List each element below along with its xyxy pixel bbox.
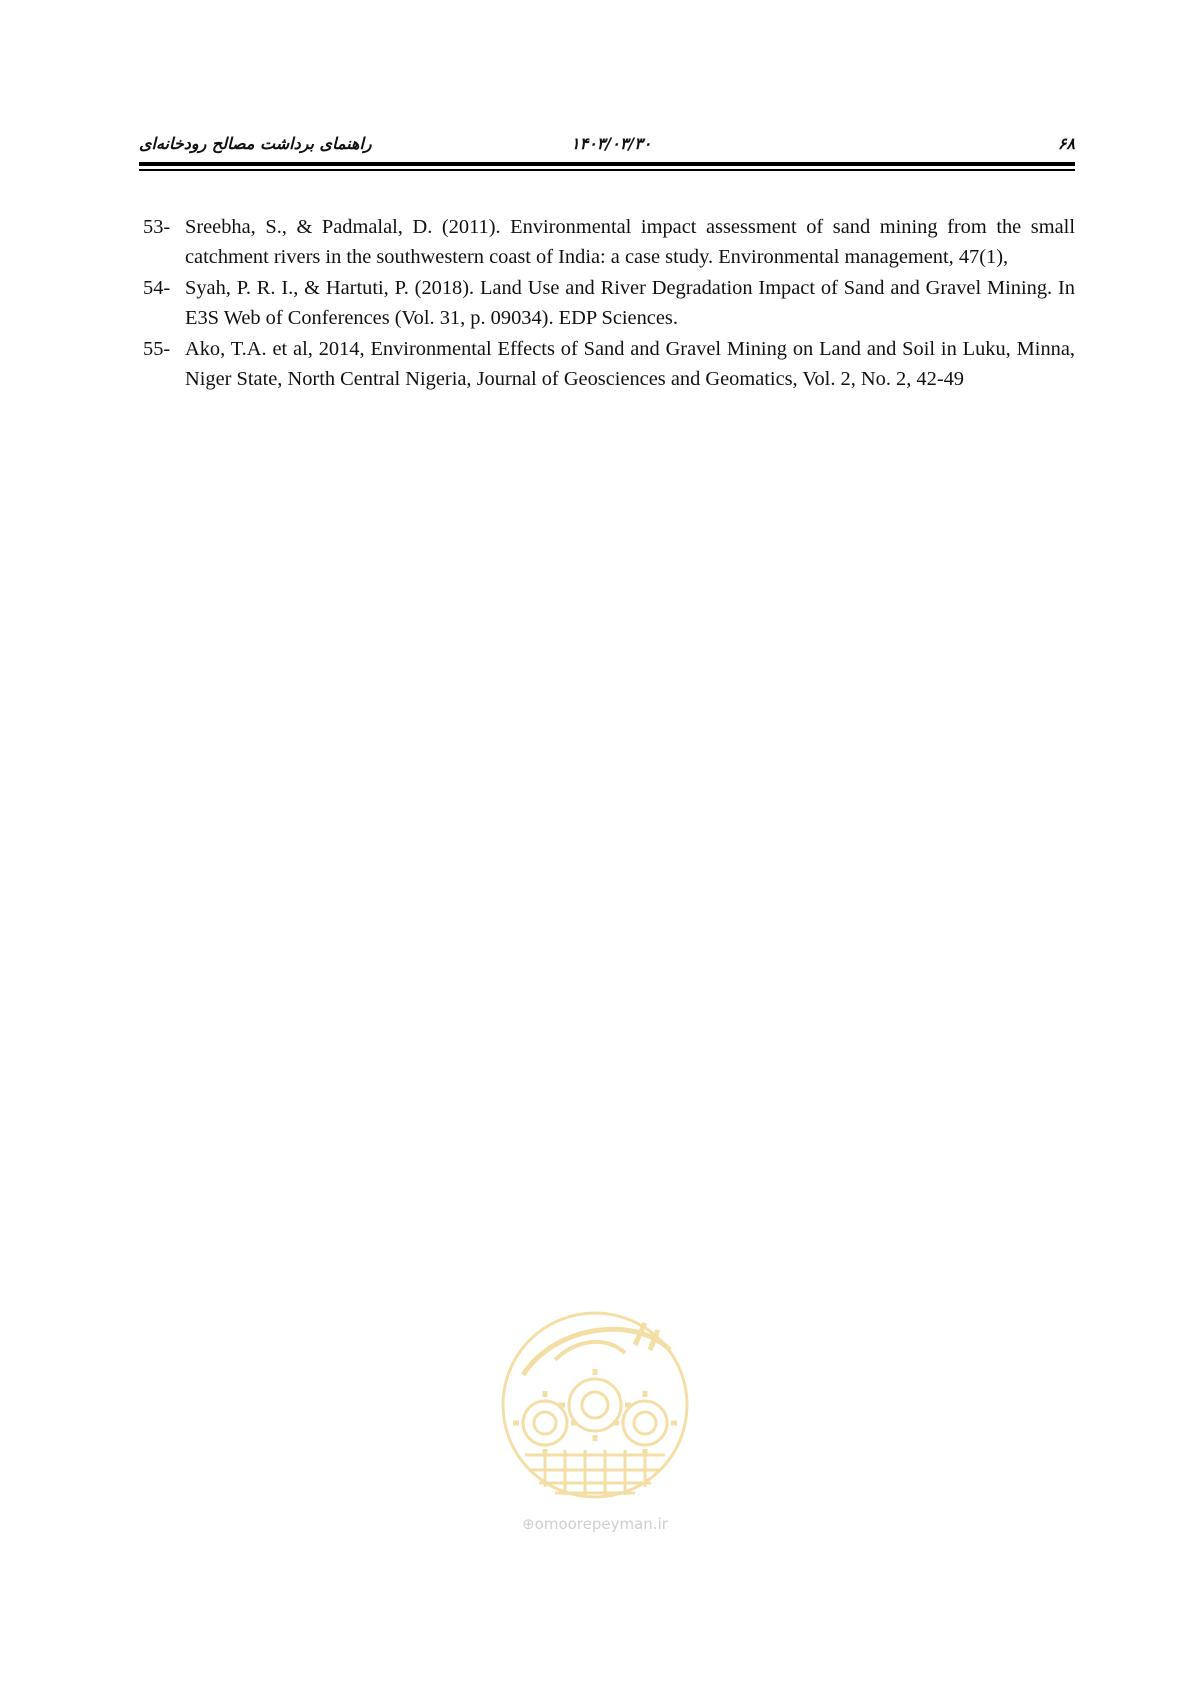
reference-text: Ako, T.A. et al, 2014, Environmental Effects of Sand and Gravel Mining on Land and Soil in Luku, Minna, Niger State, North Central Nigeria, Journal of Geosciences and Geomatics, Vol. 2, No. 2, 42-49 xyxy=(185,338,1075,390)
reference-item xyxy=(139,212,1075,272)
watermark-url-text: omoorepeyman.ir xyxy=(534,1515,668,1533)
reference-text: Syah, P. R. I., & Hartuti, P. (2018). Land Use and River Degradation Impact of Sand and Gravel Mining. In E3S Web of Conferences (Vol. 31, p. 09034). EDP Sciences. xyxy=(185,277,1075,329)
globe-icon: ⊕ xyxy=(522,1515,535,1533)
page-number: ۶۸ xyxy=(1057,134,1075,153)
reference-number: 54- xyxy=(143,277,171,299)
reference-number: 55- xyxy=(143,338,171,360)
reference-list xyxy=(139,212,1075,395)
watermark xyxy=(495,1305,705,1555)
reference-item xyxy=(139,334,1075,394)
reference-item xyxy=(139,273,1075,333)
watermark-url xyxy=(495,1515,695,1533)
running-title: راهنمای برداشت مصالح رودخانه‌ای xyxy=(139,134,372,153)
header-date: ۱۴۰۳/۰۳/۳۰ xyxy=(571,134,652,153)
reference-number: 53- xyxy=(143,216,171,238)
header-rule-thin xyxy=(139,169,1075,171)
reference-text: Sreebha, S., & Padmalal, D. (2011). Environmental impact assessment of sand mining from the small catchment rivers in the southwestern coast of India: a case study. Environmental management, 47(1), xyxy=(185,216,1075,268)
header-rule-thick xyxy=(139,162,1075,166)
watermark-logo-icon xyxy=(495,1305,695,1505)
